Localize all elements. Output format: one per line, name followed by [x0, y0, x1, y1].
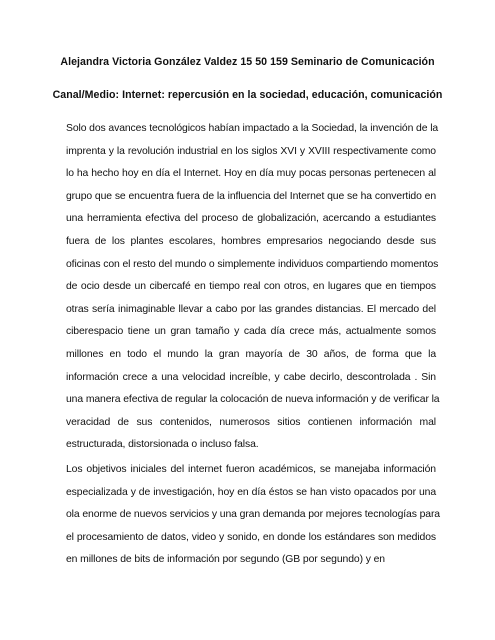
paragraph-line: grupo que se encuentra fuera de la influencia del Internet que se ha convertido en	[66, 190, 436, 202]
paragraph-line: información crece a una velocidad increíble, y cabe decirlo, descontrolada . Sin	[66, 371, 436, 383]
paragraph-line: estructurada, distorsionada o incluso falsa.	[66, 439, 259, 451]
paragraph-line: millones en todo el mundo la gran mayoría de 30 años, de forma que la	[66, 348, 436, 360]
paragraph-line: fuera de los plantes escolares, hombres empresarios negociando desde sus	[66, 235, 436, 247]
paragraph-line: veracidad de sus contenidos, numerosos sitios contienen información mal	[66, 416, 436, 428]
paragraph-line: especializada y de investigación, hoy en día éstos se han visto opacados por una	[66, 486, 436, 498]
paragraph-line: lo ha hecho hoy en día el Internet. Hoy en día muy pocas personas pertenecen al	[66, 168, 436, 180]
paragraph-line: otras sería inimaginable llevar a cabo por las grandes distancias. El mercado del	[66, 303, 436, 315]
body-paragraph	[66, 118, 440, 457]
paragraph-line: oficinas con el resto del mundo o simplemente individuos compartiendo momentos	[66, 258, 439, 270]
author-header: Alejandra Victoria González Valdez 15 50 159 Seminario de Comunicación	[60, 56, 435, 68]
paragraph-line: ciberespacio tiene un gran tamaño y cada día crece más, actualmente somos	[66, 326, 436, 338]
paragraph-line: ola enorme de nuevos servicios y una gran demanda por mejores tecnologías para	[66, 509, 440, 521]
paragraph-line: de ocio desde un cibercafé en tiempo real con otros, en lugares que en tiempos	[66, 281, 436, 293]
paragraph-line: el procesamiento de datos, video y sonido, en donde los estándares son medidos	[66, 531, 436, 543]
paragraph-line: en millones de bits de información por segundo (GB por segundo) y en	[66, 554, 385, 566]
body-paragraph	[66, 459, 440, 572]
paragraph-line: imprenta y la revolución industrial en los siglos XVI y XVIII respectivamente como	[66, 145, 436, 157]
paragraph-line: Solo dos avances tecnológicos habían impactado a la Sociedad, la invención de la	[66, 123, 439, 134]
topic-header: Canal/Medio: Internet: repercusión en la sociedad, educación, comunicación	[52, 89, 443, 101]
paragraph-line: una herramienta efectiva del proceso de globalización, acercando a estudiantes	[66, 213, 436, 225]
paragraph-line: una manera efectiva de regular la colocación de nueva información y de verificar la	[66, 394, 440, 406]
paragraph-line: Los objetivos iniciales del internet fueron académicos, se manejaba información	[66, 464, 436, 475]
